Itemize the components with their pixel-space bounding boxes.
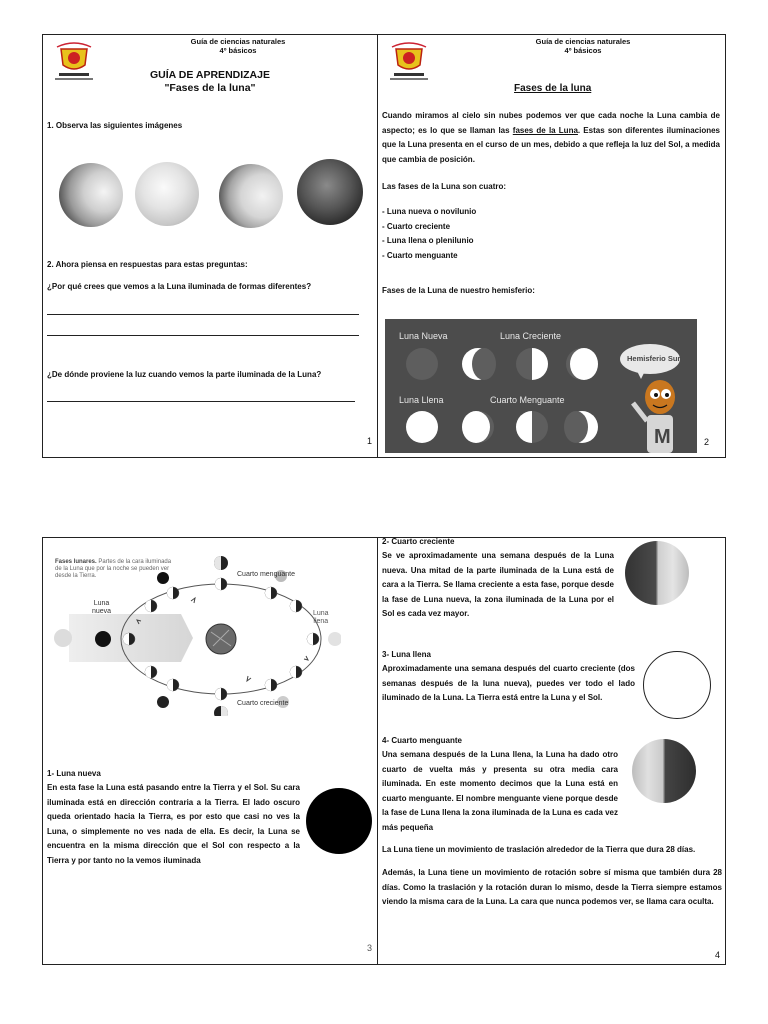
question-1: 1. Observa las siguientes imágenes xyxy=(47,121,183,130)
guide-label: Guía de ciencias naturales xyxy=(190,37,286,46)
page-number: 3 xyxy=(367,943,373,953)
first-quarter-icon xyxy=(516,348,548,380)
new-moon-view-icon xyxy=(95,631,111,647)
page-title: Fases de la luna xyxy=(514,83,592,94)
page-1 xyxy=(42,34,378,458)
moon-image-waning xyxy=(59,163,123,227)
guide-label: Guía de ciencias naturales xyxy=(535,37,631,46)
waxing-crescent-icon xyxy=(462,348,496,380)
list-item: - Cuarto menguante xyxy=(382,250,458,260)
first-quarter-image xyxy=(625,541,689,605)
section-heading-new-moon: 1- Luna nueva xyxy=(47,769,101,778)
answer-line[interactable] xyxy=(47,335,359,336)
label-luna-llena: Luna Llena xyxy=(399,395,444,405)
moon-image-gibbous xyxy=(219,164,283,228)
page-2 xyxy=(377,34,726,458)
full-moon-icon xyxy=(406,411,438,443)
new-moon-icon xyxy=(406,348,438,380)
list-item: - Luna llena o plenilunio xyxy=(382,236,474,245)
page-title: GUÍA DE APRENDIZAJE xyxy=(150,69,270,81)
grade-label: 4º básicos xyxy=(219,46,257,55)
list-item: - Luna nueva o novilunio xyxy=(382,207,477,216)
moon-image-full xyxy=(135,162,199,226)
label-menguante: Cuarto menguante xyxy=(237,571,295,578)
school-logo xyxy=(49,39,99,85)
sun-icon xyxy=(54,629,72,647)
phases-image xyxy=(385,319,697,453)
answer-line[interactable] xyxy=(47,314,359,315)
section-heading-first-quarter: 2- Cuarto creciente xyxy=(382,537,455,546)
page-3 xyxy=(42,537,378,965)
full-moon-paragraph: Aproximadamente una semana después del cuarto creciente (dos semanas después de la luna nueva), puedes ver todo el lado iluminado de la Luna. La Tierra está entre la Luna y el Sol. xyxy=(382,664,635,702)
page-number: 4 xyxy=(715,950,721,960)
label-cuarto-menguante: Cuarto Menguante xyxy=(490,395,565,405)
first-quarter-paragraph: Se ve aproximadamente una semana después de la Luna nueva. Una mitad de la parte iluminada de la Luna está de cara a la Tierra. Se llama creciente a esta fase, porque desde la fase de Luna nueva, la zona iluminada de la Luna por el Sol es cada vez mayor. xyxy=(382,551,614,618)
label-luna-creciente: Luna Creciente xyxy=(500,331,562,341)
waning-crescent-icon xyxy=(564,411,598,443)
section-heading-last-quarter: 4- Cuarto menguante xyxy=(382,736,463,745)
answer-line[interactable] xyxy=(47,401,355,402)
last-quarter-image xyxy=(632,739,696,803)
new-moon-image xyxy=(306,788,372,854)
section-heading-full-moon: 3- Luna llena xyxy=(382,650,431,659)
last-quarter-icon xyxy=(516,411,548,443)
intro-paragraph: Cuando miramos al cielo sin nubes podemos ver que cada noche la Luna cambia de aspecto; es lo que se llaman las fases de la Luna. Estas son diferentes iluminaciones que la Luna presenta en el curso de un mes, debido a que refleja la luz del Sol, a medida que cambia de posición. xyxy=(382,111,721,164)
page-number: 2 xyxy=(704,437,710,447)
last-quarter-paragraph: Una semana después de la Luna llena, la Luna ha dado otro cuarto de vuelta más y presenta su otra media cara iluminada. En este momento decimos que la Luna está en cuarto menguante. El nombre menguante viene porque desde la fase de Luna llena la zona iluminada de la Luna es cada vez más pequeña xyxy=(382,750,618,832)
label-luna-nueva: Luna xyxy=(93,600,110,607)
page-number: 1 xyxy=(367,436,373,446)
label-luna-nueva: Luna Nueva xyxy=(399,331,448,341)
diagram-caption: Fases lunares. Partes de la cara iluminada de la Luna que por la noche se pueden ver desde la Tierra. xyxy=(55,559,172,579)
new-moon-paragraph: En esta fase la Luna está pasando entre la Tierra y el Sol. Su cara iluminada está en dirección contraria a la Tierra. El lado oscuro queda orientado hacia la Tierra, es por esto que casi no ves la Luna, o simplemente no ves nada de ella. Es decir, la Luna se encuentra en la misma dirección que el Sol con respecto a la Tierra y por tanto no la vemos iluminada xyxy=(47,783,300,865)
svg-text:M: M xyxy=(654,426,671,448)
rotation-paragraph: Además, la Luna tiene un movimiento de rotación sobre sí misma que también dura 28 días. Como la traslación y la rotación duran lo mismo, desde la Tierra siempre estamos viendo la misma cara de la Luna. La cara que nunca podemos ver, se llama cara oculta. xyxy=(382,868,722,906)
question-3: ¿Por qué crees que vemos a la Luna iluminada de formas diferentes? xyxy=(47,282,312,291)
moon-image-dark xyxy=(297,159,363,225)
phases-link[interactable]: fases de la Luna xyxy=(512,125,578,135)
last-quarter-view-icon xyxy=(214,556,228,570)
question-2: 2. Ahora piensa en respuestas para estas preguntas: xyxy=(47,260,248,269)
page-4 xyxy=(377,537,726,965)
waning-gibbous-icon xyxy=(462,411,494,443)
label-luna-llena: Luna xyxy=(313,610,329,617)
first-quarter-view-icon xyxy=(214,706,228,716)
page-subtitle: "Fases de la luna" xyxy=(164,82,256,94)
translation-paragraph: La Luna tiene un movimiento de traslación alrededor de la Tierra que dura 28 días. xyxy=(382,845,696,854)
label-creciente: Cuarto creciente xyxy=(237,700,289,707)
hemisphere-heading: Fases de la Luna de nuestro hemisferio: xyxy=(382,286,535,295)
phases-count: Las fases de la Luna son cuatro: xyxy=(382,182,507,191)
waxing-gibbous-icon xyxy=(566,348,598,380)
full-moon-image xyxy=(643,651,711,719)
school-logo xyxy=(384,39,434,85)
phases-diagram: Fases lunares. Partes de la cara iluminada de la Luna que por la noche se pueden ver desde la Tierra. Cuarto menguante Cuarto creciente Luna nueva Luna llena xyxy=(51,556,341,716)
question-4: ¿De dónde proviene la luz cuando vemos la parte iluminada de la Luna? xyxy=(47,370,322,379)
full-moon-view-icon xyxy=(328,632,341,646)
list-item: - Cuarto creciente xyxy=(382,221,451,231)
bubble-label: Hemisferio Sur xyxy=(627,354,681,363)
grade-label: 4º básicos xyxy=(564,46,602,55)
